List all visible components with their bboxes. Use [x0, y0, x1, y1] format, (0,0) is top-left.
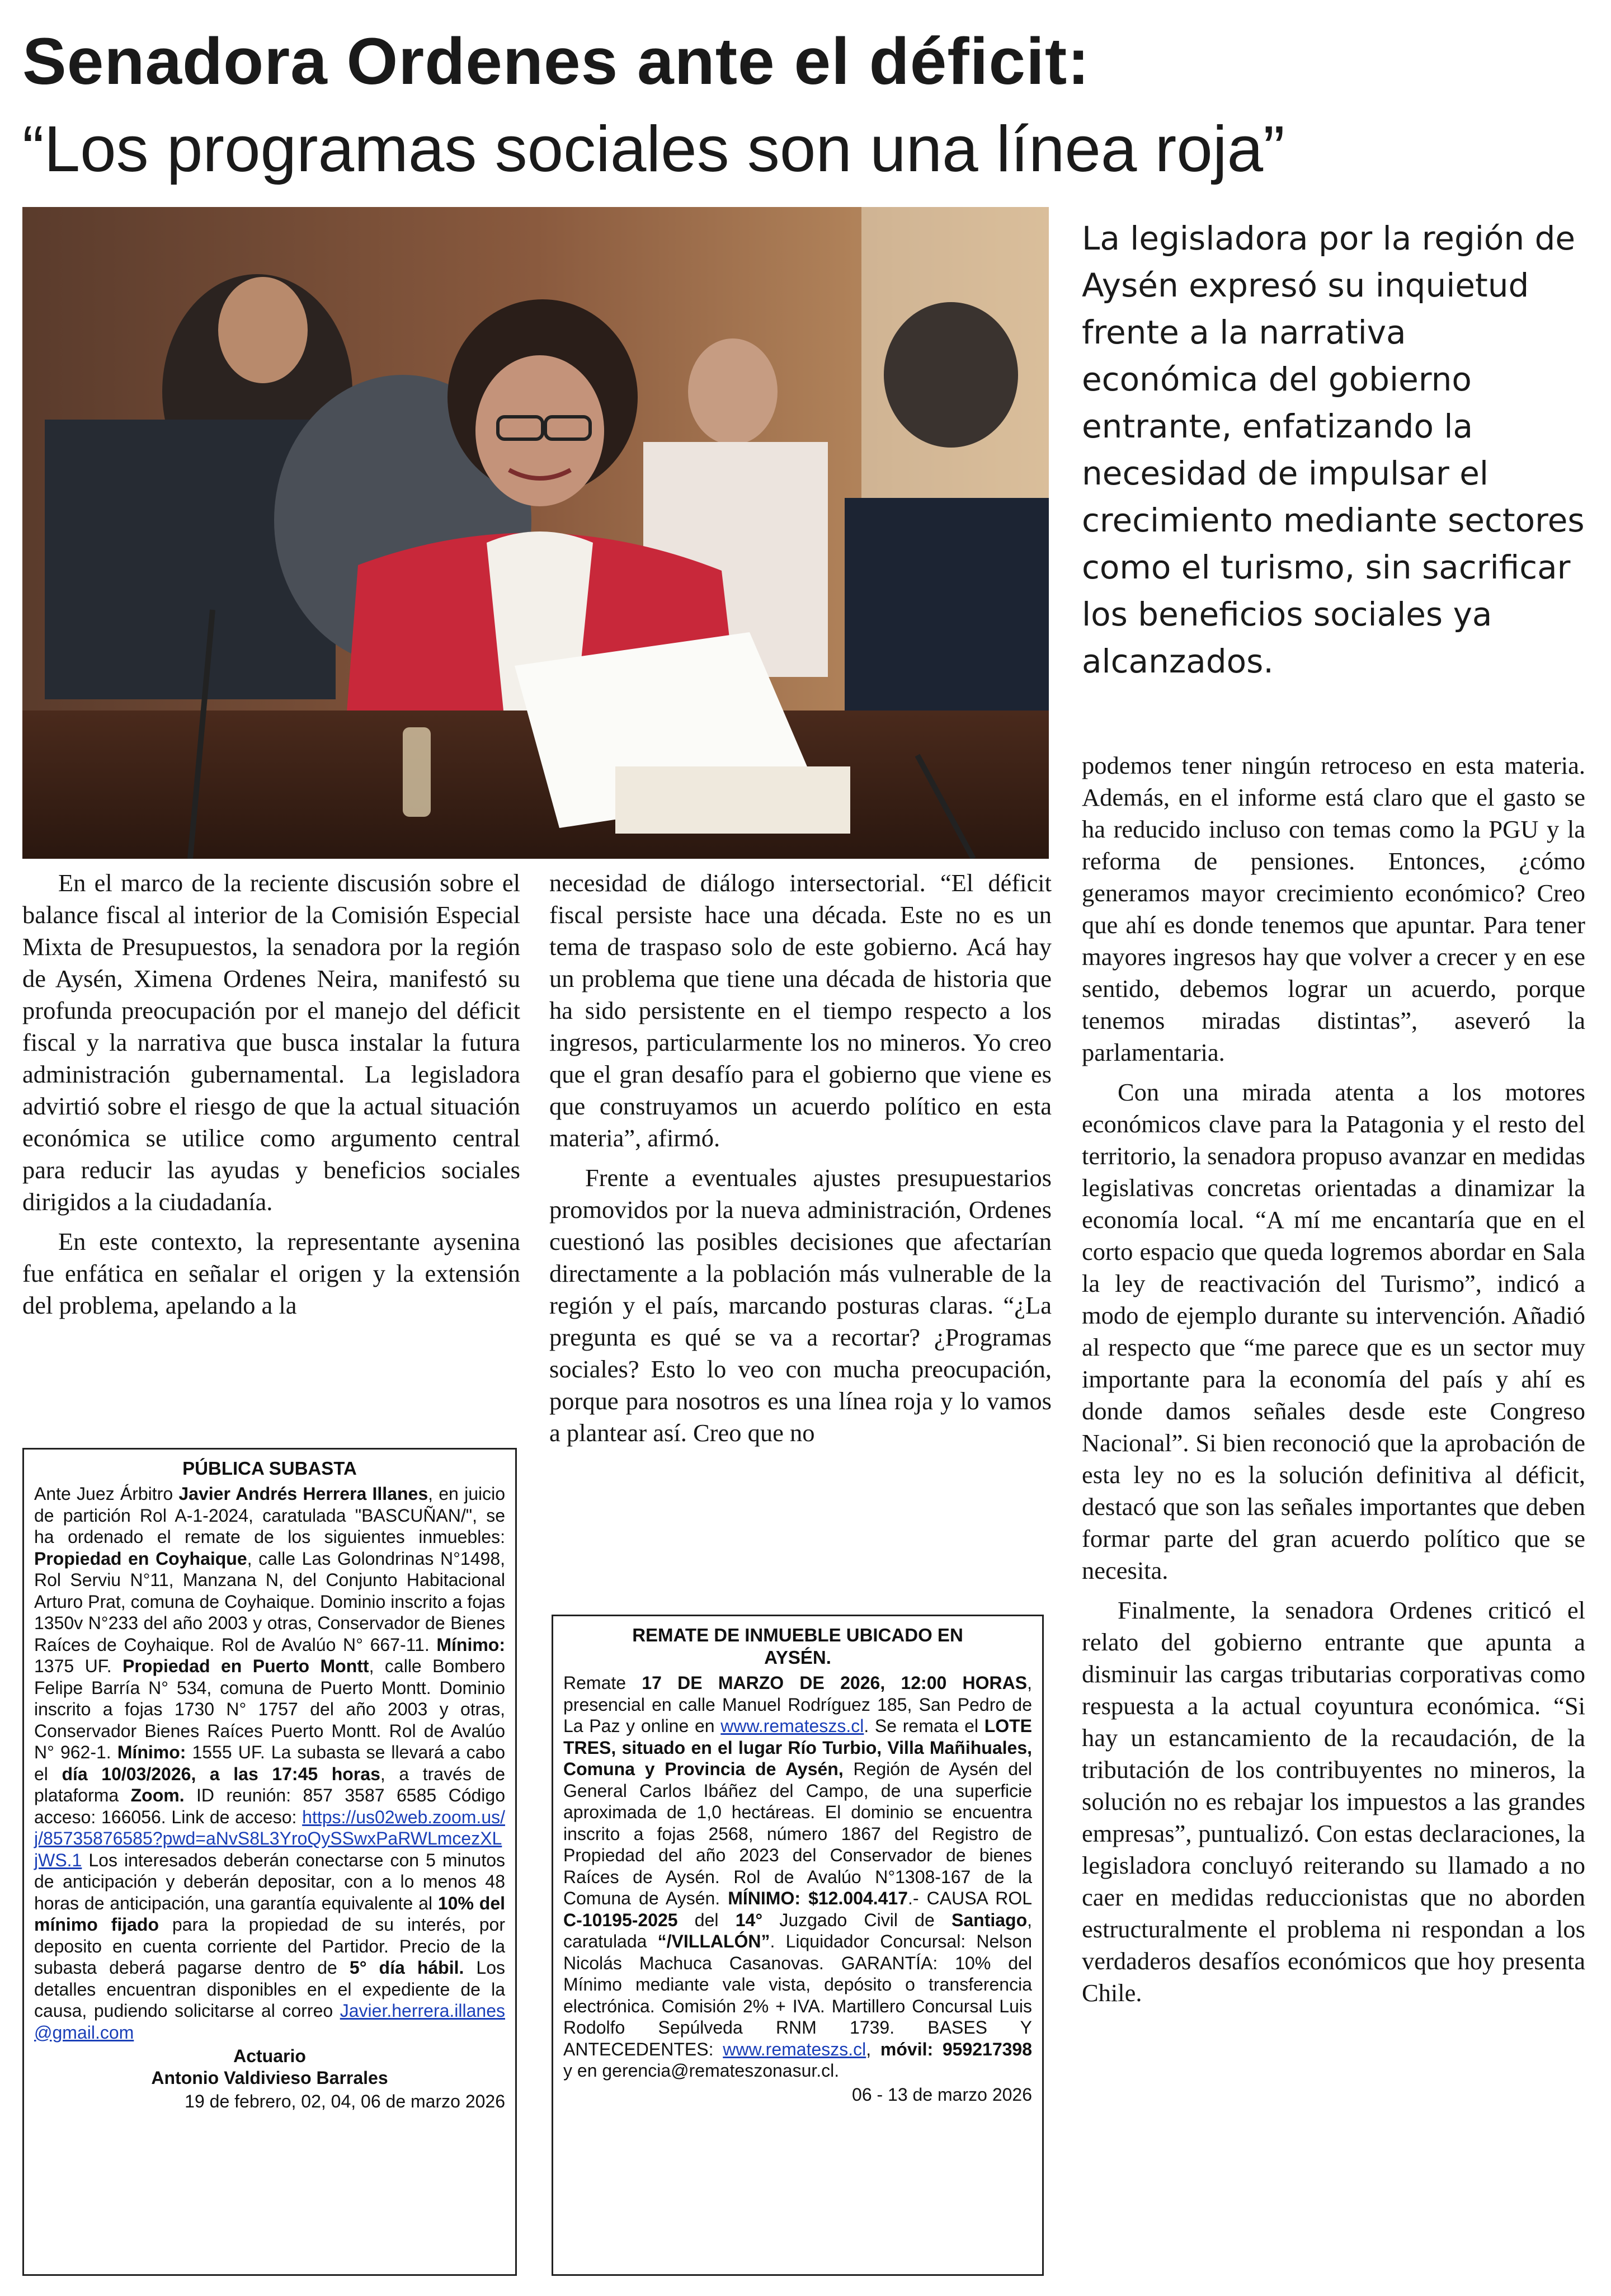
paragraph: necesidad de diálogo intersectorial. “El déficit fiscal persiste hace una década. Este no es un tema de traspaso solo de este gobierno. Acá hay un problema que tiene una década de historia que ha sido persistente en el tiempo respecto a los ingresos, particularmente los no mineros. Yo creo que el gran desafío para el gobierno que viene es que construyamos un acuerdo político en esta materia”, afirmó. [549, 869, 1052, 1152]
article-photo [22, 207, 1049, 859]
article-column-2 [549, 867, 1052, 1457]
website-link[interactable]: www.remateszs.cl [720, 1716, 864, 1736]
paragraph: podemos tener ningún retroceso en esta materia. Además, en el informe está claro que el gasto se ha reducido incluso con temas como la PGU y la reforma de pensiones. Entonces, ¿cómo generamos mayor crecimiento económico? Creo que ahí es donde tenemos que apuntar. Para tener mayores ingresos hay que volver a crecer y en ese sentido, debemos lograr un acuerdo, porque tenemos miradas distintas”, aseveró la parlamentaria. [1082, 751, 1585, 1066]
article-headline: Senadora Ordenes ante el déficit: [22, 25, 1090, 98]
paragraph: En el marco de la reciente discusión sobre el balance fiscal al interior de la Comisión Especial Mixta de Presupuestos, la senadora por la región de Aysén, Ximena Ordenes Neira, manifestó su profunda preocupación por el manejo del déficit fiscal y la narrativa que busca instalar la futura administración gubernamental. La legisladora advirtió sobre el riesgo de que la actual situación económica se utilice como argumento central para reducir las ayudas y beneficios sociales dirigidos a la ciudadanía. [22, 869, 520, 1216]
email-link[interactable]: Javier.herrera.illanes@gmail.com [34, 2001, 505, 2043]
notice-body: Ante Juez Árbitro Javier Andrés Herrera Illanes, en juicio de partición Rol A-1-2024, caratulada "BASCUÑAN/", se ha ordenado el remate de los siguientes inmuebles: Propiedad en Coyhaique, calle Las Golondrinas N°1498, Rol Serviu N°11, Manzana N, del Conjunto Habitacional Arturo Prat, comuna de Coyhaique. Dominio inscrito a fojas 1350v N°233 del año 2003 y otras, Conservador de Bienes Raíces de Coyhaique. Rol de Avalúo N° 667-11. Mínimo: 1375 UF. Propiedad en Puerto Montt, calle Bombero Felipe Barría N° 534, comuna de Puerto Montt. Dominio inscrito a fojas 1730 N° 1757 del año 2003 y otras, Conservador Bienes Raíces Puerto Montt. Rol de Avalúo N° 962-1. Mínimo: 1555 UF. La subasta se llevará a cabo el día 10/03/2026, a las 17:45 horas, a través de plataforma Zoom. ID reunión: 857 3587 6585 Código acceso: 166056. Link de acceso: https://us02web.zoom.us/j/85735876585?pwd=aNvS8L3YroQySSwxPaRWLmcezXLjWS.1 Los interesados deberán conectarse con 5 minutos de anticipación y deberán depositar, con a lo menos 48 horas de anticipación, una garantía equivalente al 10% del mínimo fijado para la propiedad de su interés, por deposito en cuenta corriente del Partidor. Precio de la subasta deberá pagarse dentro de 5° día hábil. Los detalles encuentran disponibles en el expediente de la causa, pudiendo solicitarse al correo Javier.herrera.illanes@gmail.com [34, 1484, 506, 2043]
paragraph: Frente a eventuales ajustes presupuestarios promovidos por la nueva administración, Ordenes cuestionó las posibles decisiones que afectarían directamente a la población más vulnerable de la región y el país, marcando posturas claras. “¿La pregunta es qué se va a recortar? ¿Programas sociales? Esto lo veo con mucha preocupación, porque para nosotros es una línea roja y lo vamos a plantear así. Creo que no [549, 1164, 1052, 1447]
notice-title: REMATE DE INMUEBLE UBICADO EN AYSÉN. [632, 1625, 963, 1668]
notice-dates: 06 - 13 de marzo 2026 [852, 2084, 1032, 2105]
notice-signature-title: Actuario [233, 2046, 306, 2066]
senator-photo-illustration [22, 207, 1049, 859]
article-column-3 [1082, 750, 1585, 2017]
article-subheadline: “Los programas sociales son una línea roja” [22, 112, 1285, 185]
article-lead: La legisladora por la región de Aysén expresó su inquietud frente a la narrativa económica del gobierno entrante, enfatizando la necesidad de impulsar el crecimiento mediante sectores como el turismo, sin sacrificar los beneficios sociales ya alcanzados. [1082, 219, 1585, 680]
notice-dates: 19 de febrero, 02, 04, 06 de marzo 2026 [185, 2091, 505, 2111]
paragraph: Con una mirada atenta a los motores económicos clave para la Patagonia y el resto del territorio, la senadora propuso avanzar en medidas legislativas concretas orientadas a dinamizar la economía local. “A mí me encantaría que en el corto espacio que queda logremos abordar en Sala la ley de reactivación del Turismo”, indicó a modo de ejemplo durante su intervención. Añadió al respecto que “me parece que es un sector muy importante para la economía del país y ahí es donde damos señales desde este Congreso Nacional”. Si bien reconoció que la aprobación de esta ley no es la solución definitiva al déficit, destacó que son las señales importantes que deben formar parte del gran acuerdo político que se necesita. [1082, 1078, 1585, 1584]
article-column-1 [22, 867, 520, 1329]
paragraph: Finalmente, la senadora Ordenes criticó el relato del gobierno entrante que apunta a disminuir las cargas tributarias corporativas como respuesta a la actual coyuntura económica. “Si hay un estancamiento de la recaudación, de la tributación de los contribuyentes no mineros, la solución no es rebajar los impuestos a las grandes empresas”, puntualizó. Con estas declaraciones, la legisladora concluyó reiterando su llamado a no caer en medidas reduccionistas que no aborden estructuralmente el problema ni respondan a los verdaderos desafíos económicos que hoy presenta Chile. [1082, 1596, 1585, 2007]
notice-signature-name: Antonio Valdivieso Barrales [151, 2067, 388, 2088]
property-auction-notice [552, 1615, 1044, 2276]
zoom-link[interactable]: https://us02web.zoom.us/j/85735876585?pwd=aNvS8L3YroQySSwxPaRWLmcezXLjWS.1 [34, 1806, 505, 1870]
paragraph: En este contexto, la representante aysenina fue enfática en señalar el origen y la extensión del problema, apelando a la [22, 1227, 520, 1319]
public-auction-notice [22, 1448, 517, 2276]
website-link[interactable]: www.remateszs.cl [723, 2039, 866, 2059]
notice-title: PÚBLICA SUBASTA [182, 1458, 357, 1479]
notice-body: Remate 17 DE MARZO DE 2026, 12:00 HORAS, presencial en calle Manuel Rodríguez 185, San Pedro de La Paz y online en www.remateszs.cl. Se remata el LOTE TRES, situado en el lugar Río Turbio, Villa Mañihuales, Comuna y Provincia de Aysén, Región de Aysén del General Carlos Ibáñez del Campo, de una superficie aproximada de 1,0 hectáreas. El dominio se encuentra inscrito a fojas 2568, número 1867 del Registro de Propiedad del año 2023 del Conservador de bienes Raíces de Aysén. Rol de Avalúo N°1308-167 de la Comuna de Aysén. MÍNIMO: $12.004.417.- CAUSA ROL C-10195-2025 del 14° Juzgado Civil de Santiago, caratulada “/VILLALÓN”. Liquidador Concursal: Nelson Nicolás Machuca Casanovas. GARANTÍA: 10% del Mínimo mediante vale vista, depósito o transferencia electrónica. Comisión 2% + IVA. Martillero Concursal Luis Rodolfo Sepúlveda RNM 1739. BASES Y ANTECEDENTES: www.remateszs.cl, móvil: 959217398 y en gerencia@remateszonasur.cl. [563, 1673, 1033, 2081]
